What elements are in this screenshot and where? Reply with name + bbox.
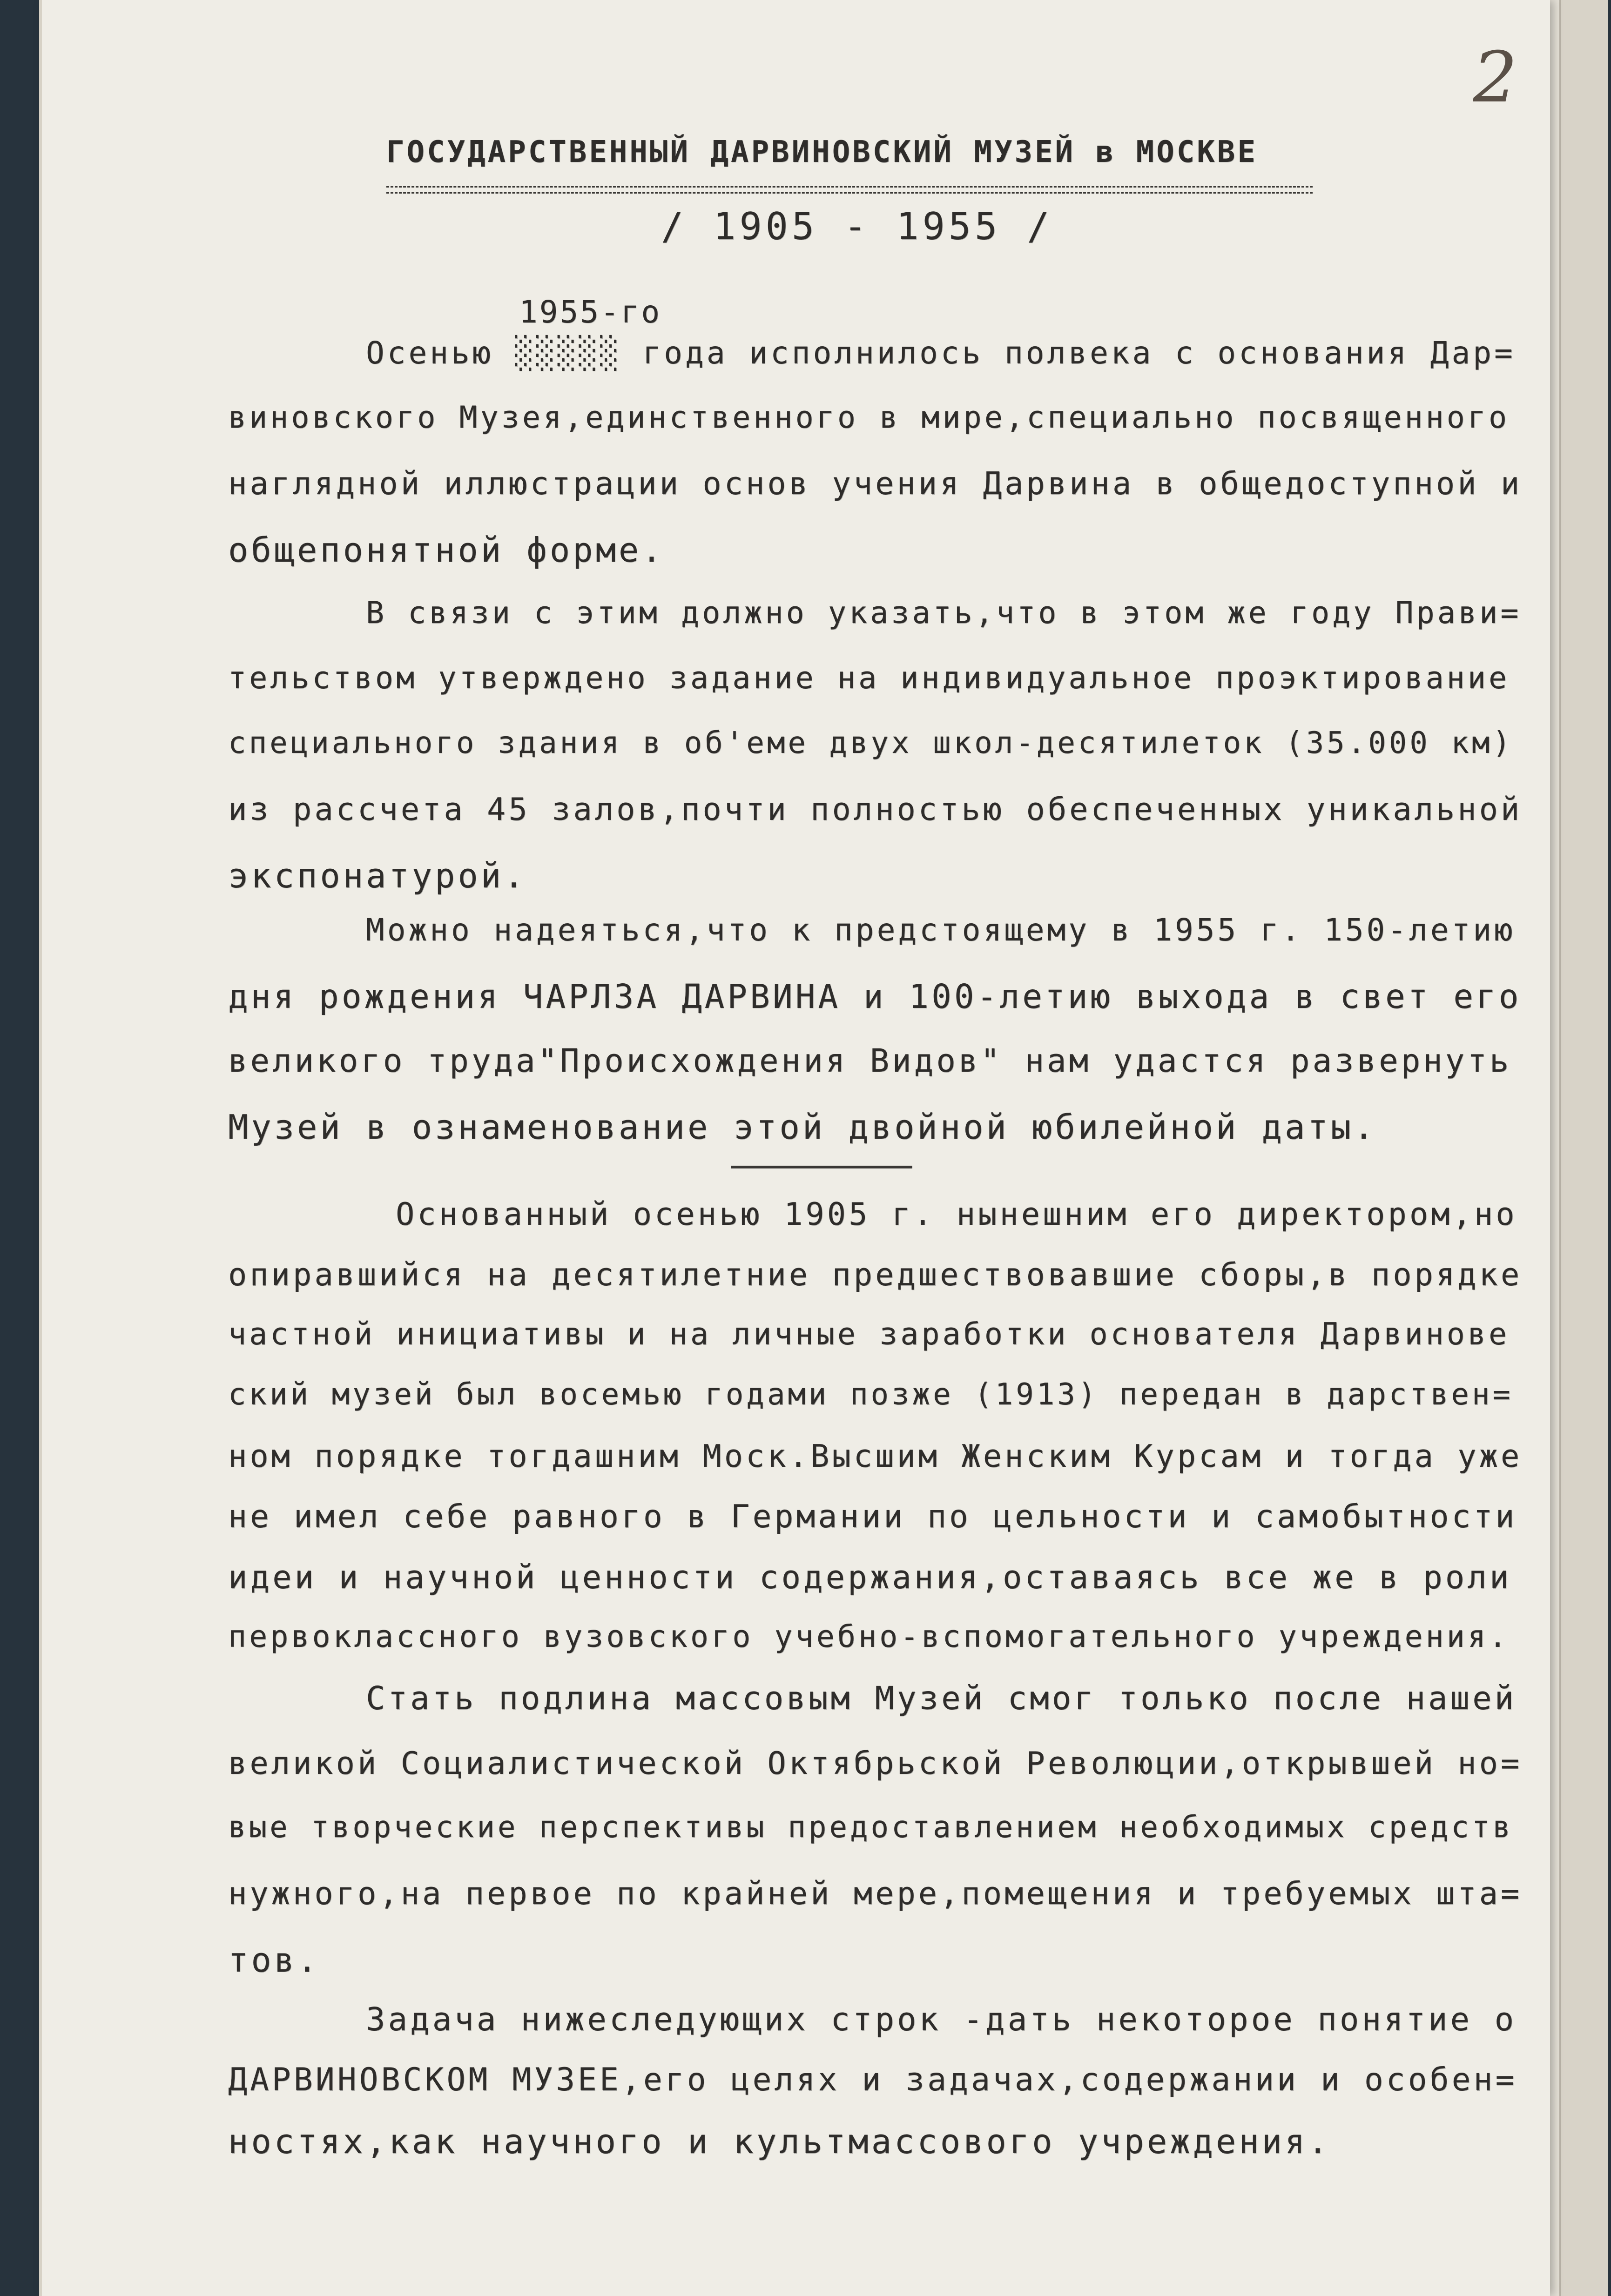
text-line: нужного,на первое по крайней мере,помещения и требуемых шта= [228,1875,1523,1912]
text-line: Основанный осенью 1905 г. нынешним его директором,но [396,1196,1517,1232]
text-line: из рассчета 45 залов,почти полностью обеспеченных уникальной [228,791,1523,827]
text-line: идеи и научной ценности содержания,оставаясь все же в роли [228,1559,1512,1596]
text-line: вые творческие перспективы предоставлением необходимых средств [228,1810,1513,1845]
text-line: Задача нижеследующих строк -дать некоторое понятие о [366,2001,1517,2038]
text-line: первоклассного вузовского учебно-вспомогательного учреждения. [228,1619,1510,1654]
text-line: экспонатурой. [228,856,527,895]
text-line: общепонятной форме. [228,530,665,570]
text-line: ностях,как научного и культмассового учреждения. [228,2122,1331,2161]
document-title: ГОСУДАРСТВЕННЫЙ ДАРВИНОВСКИЙ МУЗЕЙ в МОСКВЕ [386,135,1258,169]
text-line: ном порядке тогдашним Моск.Высшим Женским Курсам и тогда уже [228,1438,1523,1474]
text-line: Стать подлина массовым Музей смог только после нашей [366,1680,1517,1717]
underlying-sheet-edge [1559,0,1608,2296]
text-line: не имел себе равного в Германии по цельности и самобытности [228,1498,1517,1535]
text-line: ДАРВИНОВСКОМ МУЗЕЕ,его целях и задачах,содержании и особен= [228,2061,1517,2098]
text-line: ский музей был восемью годами позже (1913) передан в дарствен= [228,1377,1513,1412]
text-line: дня рождения ЧАРЛЗА ДАРВИНА и 100-летию выхода в свет его [228,977,1522,1016]
text-line: Можно надеяться,что к предстоящему в 1955 г. 150-летию [366,912,1516,948]
text-line: опиравшийся на десятилетние предшествовавшие сборы,в порядке [228,1256,1523,1293]
document-years: / 1905 - 1955 / [661,205,1053,248]
handwritten-insertion: 1955-го [519,294,662,330]
text-line: специального здания в об'еме двух школ-десятилеток (35.000 км) [228,726,1513,760]
page-number: 2 [1473,37,1517,118]
section-separator [731,1166,912,1168]
text-line: наглядной иллюстрации основ учения Дарвина в общедоступной и [228,465,1523,502]
text-line: виновского Музея,единственного в мире,специально посвященного [228,400,1510,435]
text-line: тов. [228,1940,320,1980]
text-line: Музей в ознаменование этой двойной юбилейной даты. [228,1108,1377,1147]
text-line: Осенью ░░░░░ года исполнилось полвека с основания Дар= [366,335,1516,371]
title-underline [386,186,1313,194]
text-line: великого труда"Происхождения Видов" нам удастся развернуть [228,1042,1512,1080]
text-line: великой Социалистической Октябрьской Революции,открывшей но= [228,1745,1523,1781]
text-line: тельством утверждено задание на индивидуальное проэктирование [228,661,1510,696]
text-line: В связи с этим должно указать,что в этом же году Прави= [366,596,1522,631]
text-line: частной инициативы и на личные заработки основателя Дарвинове [228,1317,1510,1352]
typewritten-page [39,0,1550,2296]
